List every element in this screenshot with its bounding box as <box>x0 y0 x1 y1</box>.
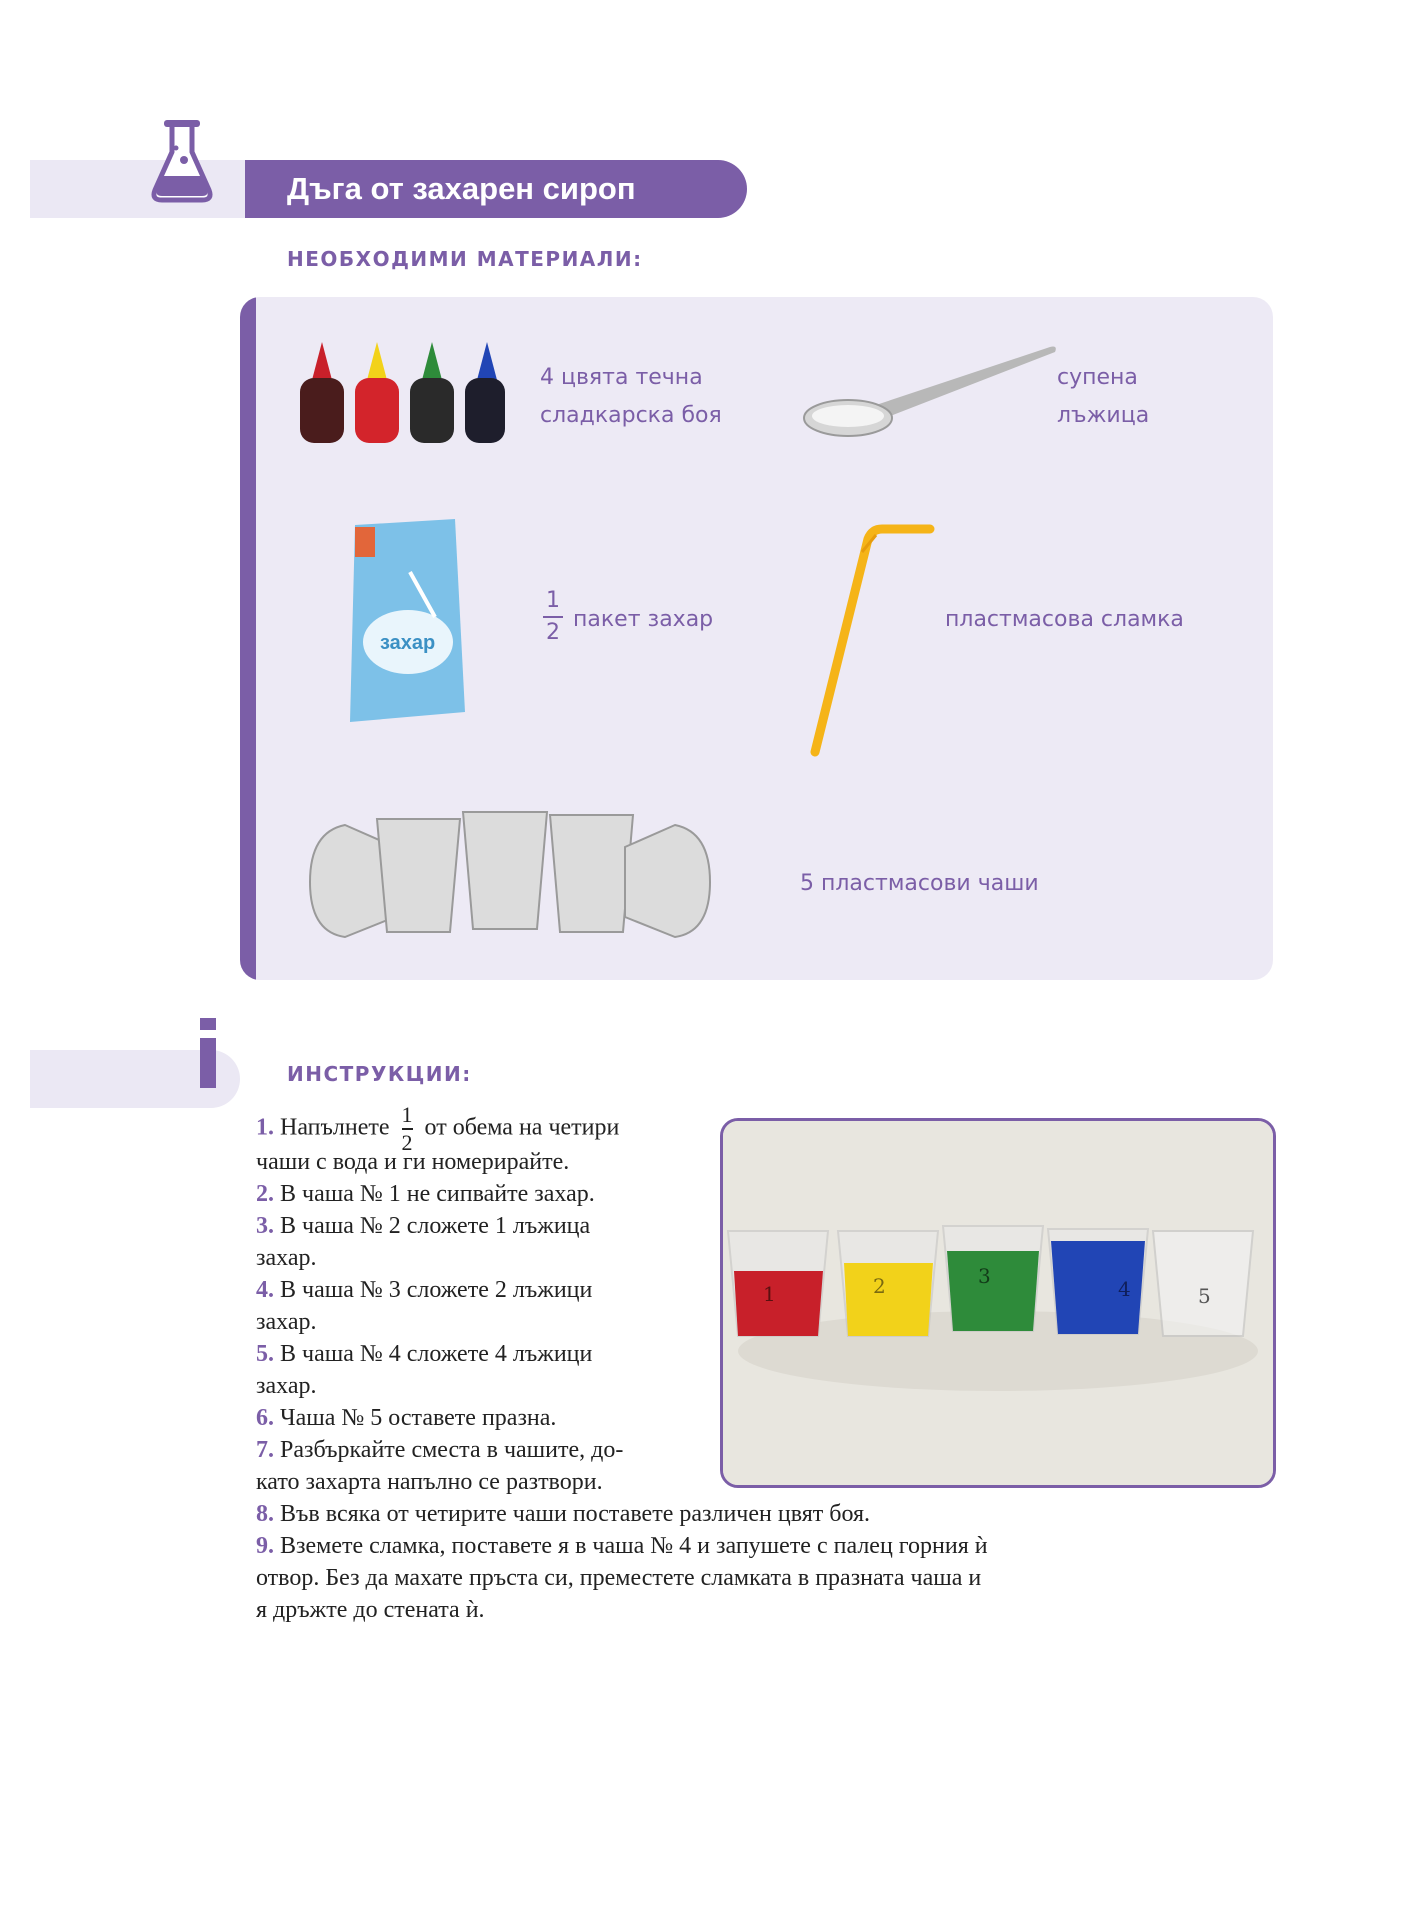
instruction-step-4: 4. В чаша № 3 сложете 2 лъжици <box>256 1277 593 1303</box>
material-label-spoon: супена лъжица <box>1057 365 1150 428</box>
instruction-step-6: 6. Чаша № 5 оставете празна. <box>256 1405 557 1431</box>
info-icon <box>198 1018 218 1088</box>
svg-text:5: 5 <box>1198 1284 1211 1308</box>
material-label-coloring: 4 цвята течна сладкарска боя <box>540 365 722 428</box>
sugar-pack-image <box>340 517 470 722</box>
instruction-step-9-cont: отвор. Без да махате пръста си, преместете сламката в празната чаша и <box>256 1565 982 1591</box>
instruction-step-7-cont: като захарта напълно се разтвори. <box>256 1469 603 1495</box>
panel-accent-bar <box>240 297 256 980</box>
blue-bottle <box>465 342 505 443</box>
svg-text:2: 2 <box>873 1274 886 1298</box>
instruction-step-2: 2. В чаша № 1 не сипвайте захар. <box>256 1181 595 1207</box>
plastic-cups-image <box>305 807 715 942</box>
instruction-step-1-cont: чаши с вода и ги номерирайте. <box>256 1149 570 1175</box>
materials-heading: НЕОБХОДИМИ МАТЕРИАЛИ: <box>287 247 643 271</box>
instruction-step-4-cont: захар. <box>256 1309 317 1335</box>
instruction-step-7: 7. Разбъркайте сместа в чашите, до- <box>256 1437 624 1463</box>
experiment-photo <box>720 1118 1276 1488</box>
instruction-step-9: 9. Вземете сламка, поставете я в чаша № 4 и запушете с палец горния ѝ <box>256 1533 988 1559</box>
svg-text:захар: захар <box>380 632 436 654</box>
page-title: Дъга от захарен сироп <box>287 171 636 206</box>
svg-text:4: 4 <box>1118 1277 1131 1301</box>
food-coloring-bottles-image <box>292 342 507 447</box>
yellow-bottle <box>355 342 399 443</box>
materials-panel <box>240 297 1273 980</box>
green-bottle <box>410 342 454 443</box>
material-label-cups: 5 пластмасови чаши <box>800 871 1039 896</box>
straw-image <box>800 507 940 757</box>
material-label-sugar: пакет захар <box>573 607 714 632</box>
material-fraction: 1 2 <box>543 587 563 647</box>
red-bottle <box>300 342 344 443</box>
instruction-step-5-cont: захар. <box>256 1373 317 1399</box>
spoon-image <box>800 342 1060 452</box>
instruction-step-8: 8. Във всяка от четирите чаши поставете различен цвят боя. <box>256 1501 871 1527</box>
instruction-step-1: 1. Напълнете $\frac{1}{2}$ от обема на четири <box>256 1102 620 1155</box>
material-label-straw: пластмасова сламка <box>945 607 1184 632</box>
flask-icon <box>150 118 214 204</box>
svg-text:1: 1 <box>763 1282 776 1306</box>
svg-text:3: 3 <box>978 1264 991 1288</box>
colored-cups-photo <box>723 1121 1273 1485</box>
instruction-step-5: 5. В чаша № 4 сложете 4 лъжици <box>256 1341 593 1367</box>
instructions-heading: ИНСТРУКЦИИ: <box>287 1062 472 1086</box>
title-band-notch <box>245 160 275 218</box>
instruction-step-3: 3. В чаша № 2 сложете 1 лъжица <box>256 1213 591 1239</box>
instruction-step-9-cont-2: я дръжте до стената ѝ. <box>256 1597 485 1623</box>
instruction-step-3-cont: захар. <box>256 1245 317 1271</box>
